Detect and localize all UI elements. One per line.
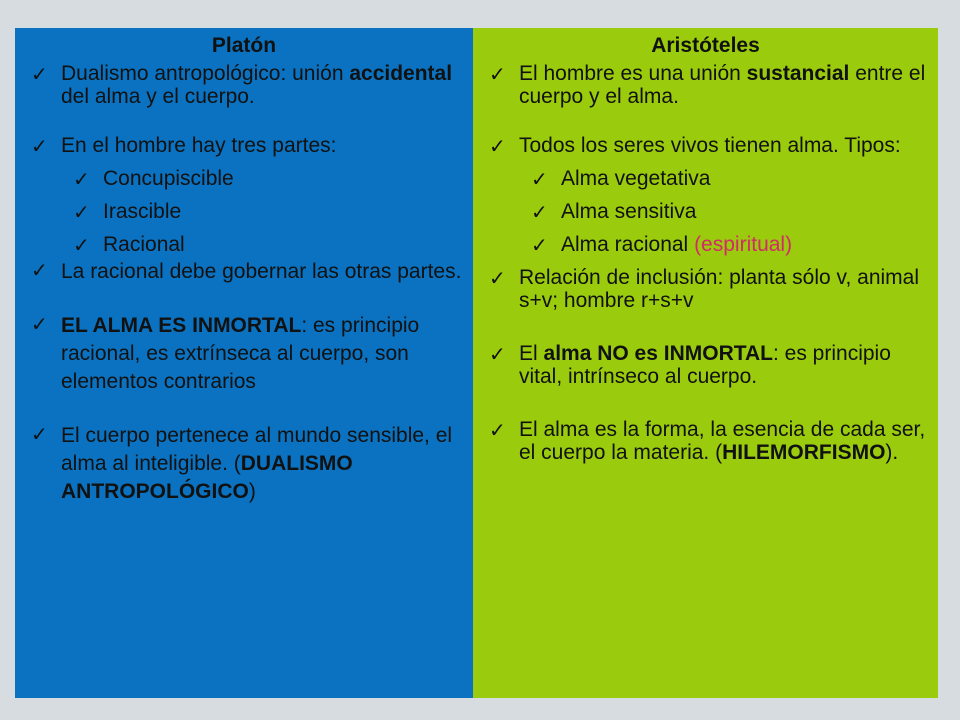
list-item: ✓ EL ALMA ES INMORTAL: es principio racional, es extrínseca al cuerpo, son elementos contrarios [31,312,420,393]
list-item: ✓ El hombre es una unión sustancial entre el cuerpo y el alma. [489,62,926,108]
check-icon: ✓ [31,134,48,158]
sub-list-item: ✓ Concupiscible [73,167,234,191]
check-icon: ✓ [531,233,548,257]
sub-list-item: ✓ Irascible [73,200,182,224]
list-item: ✓ El alma es la forma, la esencia de cada ser, el cuerpo la materia. (HILEMORFISMO). [489,418,926,464]
list-item: ✓ El cuerpo pertenece al mundo sensible, el alma al inteligible. (DUALISMO ANTROPOLÓGICO) [31,422,453,503]
check-icon: ✓ [73,200,90,224]
check-icon: ✓ [489,266,506,290]
check-icon: ✓ [73,167,90,191]
check-icon: ✓ [531,167,548,191]
check-icon: ✓ [31,312,48,336]
sub-list-item: ✓ Racional [73,233,185,257]
check-icon: ✓ [31,422,48,446]
aristoteles-list [473,62,938,464]
check-icon: ✓ [489,342,506,366]
check-icon: ✓ [31,258,48,282]
espiritual-note: (espiritual) [694,233,793,256]
check-icon: ✓ [531,200,548,224]
list-item: ✓ Relación de inclusión: planta sólo v, animal s+v; hombre r+s+v [489,266,920,312]
sub-list-item: ✓ Alma vegetativa [531,167,711,191]
check-icon: ✓ [489,134,506,158]
sub-list-item: ✓ Alma sensitiva [531,200,697,224]
platon-title: Platón [211,34,277,57]
list-item: ✓ Dualismo antropológico: unión accidental del alma y el cuerpo. [31,62,453,108]
check-icon: ✓ [489,418,506,442]
list-item: ✓ El alma NO es INMORTAL: es principio vital, intrínseco al cuerpo. [489,342,891,388]
list-item: ✓ La racional debe gobernar las otras partes. [31,258,462,283]
aristoteles-column [473,28,938,698]
sub-list-item: ✓ Alma racional (espiritual) [531,233,793,257]
platon-list [15,62,473,506]
list-item: ✓ En el hombre hay tres partes: [31,134,337,158]
check-icon: ✓ [31,62,48,86]
check-icon: ✓ [489,62,506,86]
aristoteles-title: Aristóteles [651,34,760,57]
platon-column [15,28,473,698]
check-icon: ✓ [73,233,90,257]
list-item: ✓ Todos los seres vivos tienen alma. Tipos: [489,134,901,158]
